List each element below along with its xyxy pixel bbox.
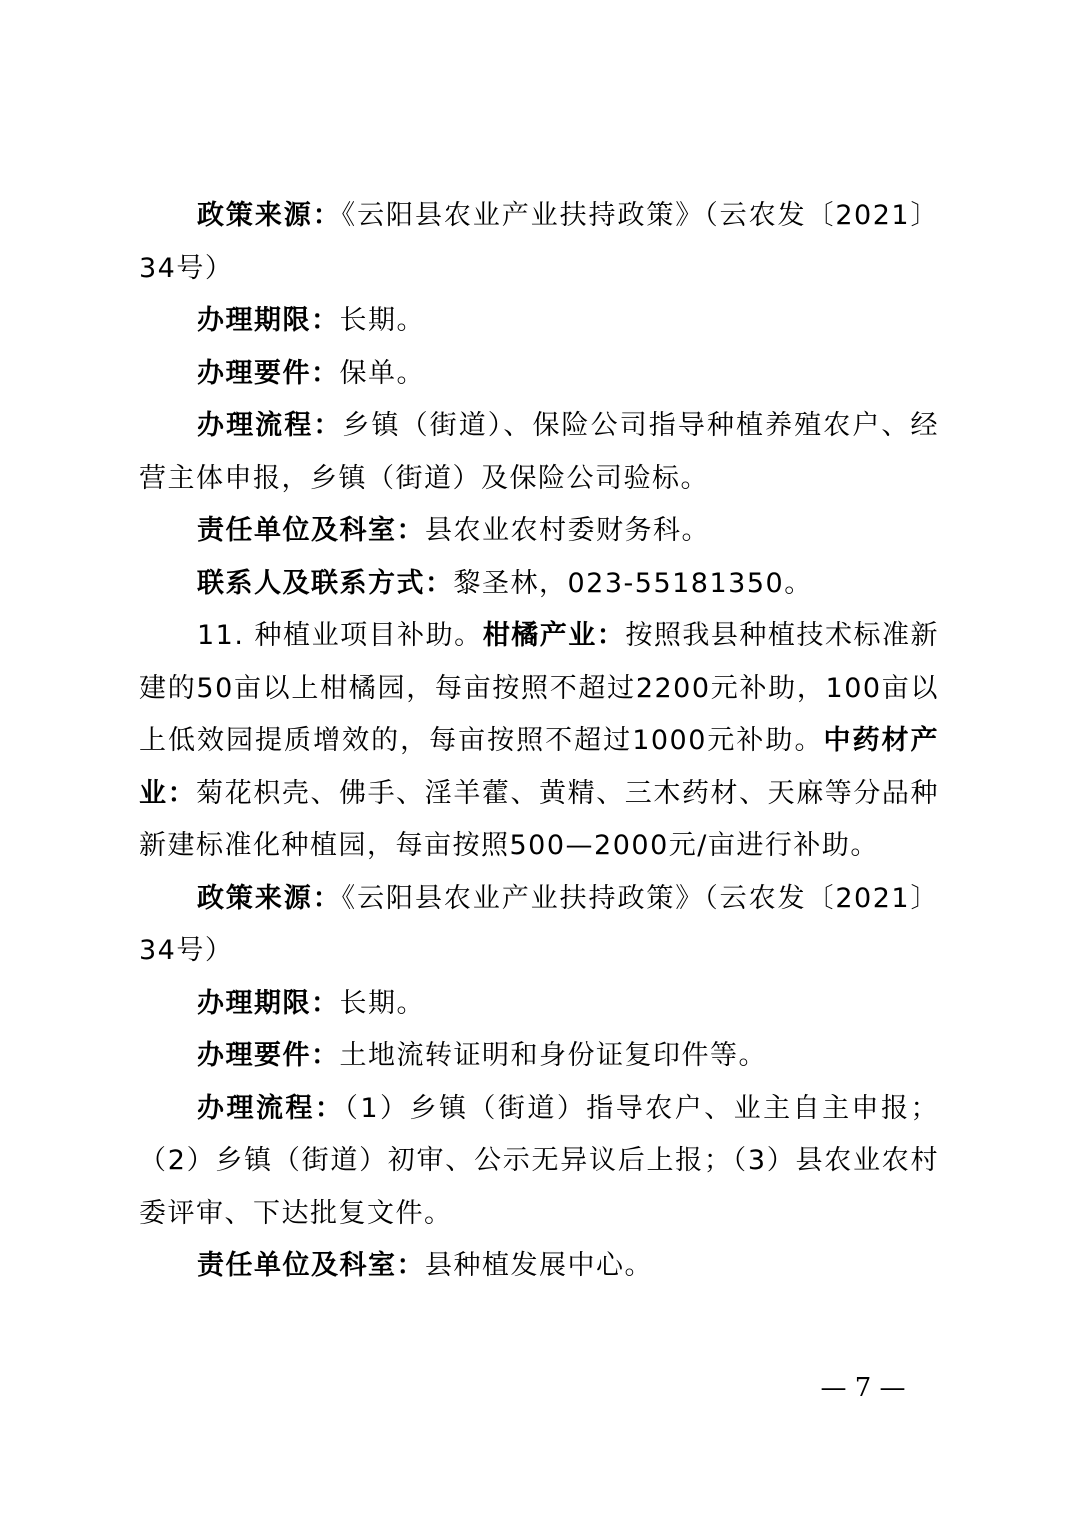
required-documents-text: 保单。 bbox=[339, 357, 425, 389]
policy-source-label-2: 政策来源： bbox=[197, 882, 342, 914]
responsible-unit-text-2: 县种植发展中心。 bbox=[425, 1250, 653, 1281]
processing-period-label: 办理期限： bbox=[197, 305, 340, 336]
citrus-text: 按照我县种植技术标准新建的50亩以上柑橘园，每亩按照不超过2200元补助，100亩以上低效园提质增效的，每亩按照不超过1000元补助。 bbox=[139, 620, 940, 756]
required-documents-paragraph bbox=[139, 348, 939, 401]
responsible-unit-paragraph-2 bbox=[139, 1240, 939, 1293]
procedure-text: 乡镇（街道）、保险公司指导种植养殖农户、经营主体申报，乡镇（街道）及保险公司验标。 bbox=[139, 410, 940, 494]
procedure-paragraph bbox=[139, 400, 939, 505]
required-documents-label-2: 办理要件： bbox=[197, 1040, 340, 1071]
item-11-paragraph bbox=[139, 610, 939, 873]
contact-paragraph bbox=[139, 558, 939, 611]
herb-text: 菊花枳壳、佛手、淫羊藿、黄精、三木药材、天麻等分品种新建标准化种植园，每亩按照500—2000元/亩进行补助。 bbox=[139, 777, 940, 861]
required-documents-text-2: 土地流转证明和身份证复印件等。 bbox=[339, 1040, 767, 1071]
processing-period-label-2: 办理期限： bbox=[197, 987, 340, 1019]
herb-label: 中药材产业： bbox=[139, 725, 940, 809]
responsible-unit-paragraph bbox=[139, 505, 939, 558]
procedure-label: 办理流程： bbox=[197, 410, 343, 441]
procedure-text-2: （1）乡镇（街道）指导农户、业主自主申报；（2）乡镇（街道）初审、公示无异议后上报；（3）县农业农村委评审、下达批复文件。 bbox=[139, 1092, 940, 1229]
required-documents-paragraph-2 bbox=[139, 1030, 939, 1083]
procedure-label-2: 办理流程： bbox=[197, 1092, 345, 1124]
policy-source-text: 《云阳县农业产业扶持政策》（云农发〔2021〕34号） bbox=[139, 200, 940, 284]
citrus-label: 柑橘产业： bbox=[482, 620, 626, 651]
responsible-unit-label: 责任单位及科室： bbox=[197, 515, 425, 546]
contact-text: 黎圣林，023-55181350。 bbox=[453, 567, 813, 599]
policy-source-paragraph-2 bbox=[139, 873, 939, 978]
procedure-paragraph-2 bbox=[139, 1083, 939, 1241]
processing-period-paragraph bbox=[139, 295, 939, 348]
processing-period-paragraph-2 bbox=[139, 978, 939, 1031]
policy-source-paragraph bbox=[139, 190, 939, 295]
policy-source-label: 政策来源： bbox=[197, 200, 342, 231]
required-documents-label: 办理要件： bbox=[197, 357, 340, 389]
processing-period-text-2: 长期。 bbox=[339, 987, 425, 1019]
page-number: — 7 — bbox=[820, 1373, 906, 1403]
responsible-unit-label-2: 责任单位及科室： bbox=[197, 1250, 425, 1281]
responsible-unit-text: 县农业农村委财务科。 bbox=[425, 515, 710, 546]
processing-period-text: 长期。 bbox=[339, 305, 425, 336]
contact-label: 联系人及联系方式： bbox=[197, 567, 454, 599]
document-page bbox=[139, 190, 939, 1293]
policy-source-text-2: 《云阳县农业产业扶持政策》（云农发〔2021〕34号） bbox=[139, 882, 940, 966]
item-11-intro: 11. 种植业项目补助。 bbox=[197, 620, 483, 651]
